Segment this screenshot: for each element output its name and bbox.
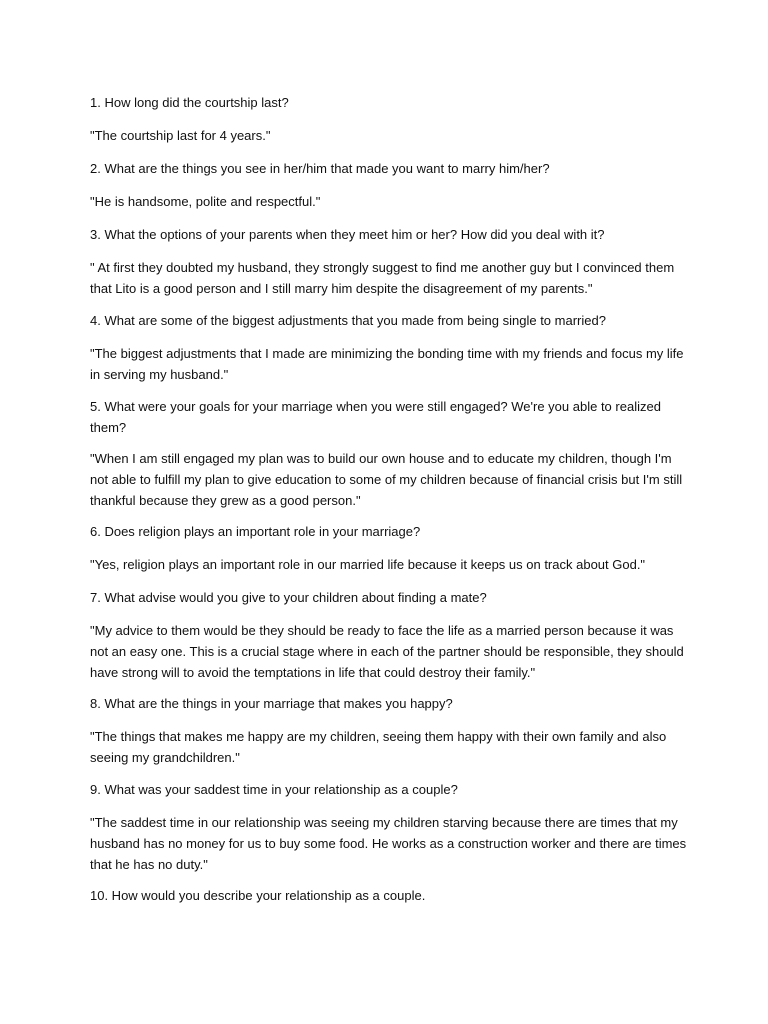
answer-1: "The courtship last for 4 years." [90, 128, 271, 143]
answer-4: "The biggest adjustments that I made are minimizing the bonding time with my friends and focus my life in serving my husband." [90, 346, 684, 382]
question-4: 4. What are some of the biggest adjustments that you made from being single to married? [90, 313, 606, 328]
answer-6: "Yes, religion plays an important role in our married life because it keeps us on track about God." [90, 557, 646, 572]
question-9: 9. What was your saddest time in your relationship as a couple? [90, 782, 458, 797]
answer-2: "He is handsome, polite and respectful." [90, 194, 321, 209]
question-6: 6. Does religion plays an important role in your marriage? [90, 524, 421, 539]
answer-8: "The things that makes me happy are my children, seeing them happy with their own family and also seeing my grandchildren." [90, 729, 667, 765]
question-2: 2. What are the things you see in her/him that made you want to marry him/her? [90, 161, 550, 176]
answer-3: " At first they doubted my husband, they strongly suggest to find me another guy but I convinced them that Lito is a good person and I still marry him despite the disagreement of my parents." [90, 260, 675, 296]
question-3: 3. What the options of your parents when they meet him or her? How did you deal with it? [90, 227, 605, 242]
answer-9: "The saddest time in our relationship was seeing my children starving because there are times that my husband has no money for us to buy some food. He works as a construction worker and there are times that he has no duty." [90, 815, 687, 872]
answer-7: "My advice to them would be they should be ready to face the life as a married person because it was not an easy one. This is a crucial stage where in each of the partner should be responsible, they should have strong will to avoid the temptations in life that could destroy their family." [90, 623, 684, 680]
question-8: 8. What are the things in your marriage that makes you happy? [90, 696, 453, 711]
question-10: 10. How would you describe your relationship as a couple. [90, 888, 426, 903]
question-1: 1. How long did the courtship last? [90, 95, 289, 110]
answer-5: "When I am still engaged my plan was to build our own house and to educate my children, though I'm not able to fulfill my plan to give education to some of my children because of financial crisis but I'm still thankful because they grew as a good person." [90, 451, 683, 508]
question-7: 7. What advise would you give to your children about finding a mate? [90, 590, 487, 605]
question-5: 5. What were your goals for your marriage when you were still engaged? We're you able to realized them? [90, 399, 661, 435]
